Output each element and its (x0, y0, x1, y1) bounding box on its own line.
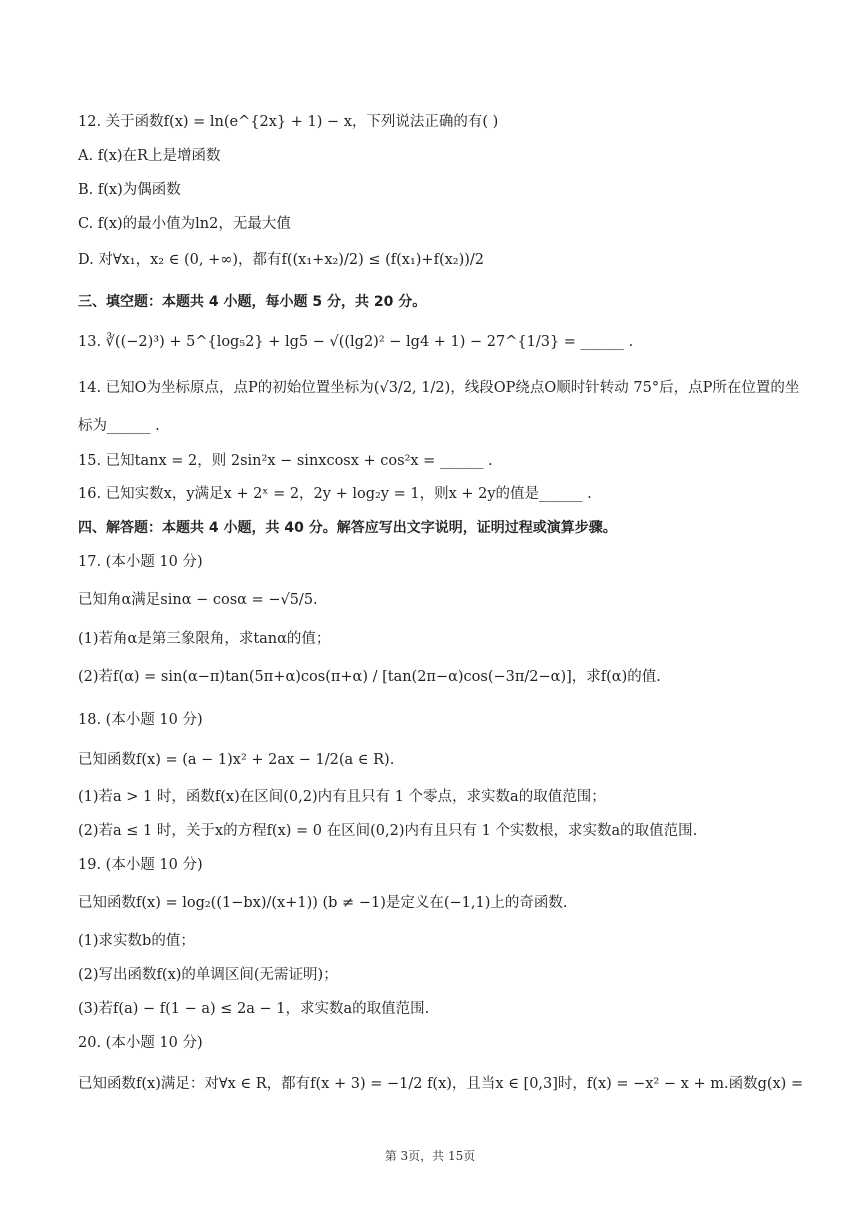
question-19-part-1: (1)求实数b的值； (78, 933, 195, 949)
question-20-given: 已知函数f(x)满足：对∀x ∈ R，都有f(x + 3) = −1/2 f(x)，且当x ∈ [0,3]时，f(x) = −x² − x + m.函数g(x) = (78, 1076, 804, 1092)
question-15: 15. 已知tanx = 2，则 2sin²x − sinxcosx + cos²x = ______ . (78, 453, 493, 469)
question-18-given: 已知函数f(x) = (a − 1)x² + 2ax − 1/2(a ∈ R). (78, 752, 395, 768)
question-18-part-1: (1)若a > 1 时，函数f(x)在区间(0,2)内有且只有 1 个零点，求实数a的取值范围； (78, 789, 606, 805)
question-17-part-1: (1)若角α是第三象限角，求tanα的值； (78, 631, 331, 647)
section-heading-solutions: 四、解答题：本题共 4 小题，共 40 分。解答应写出文字说明，证明过程或演算步骤。 (78, 520, 617, 536)
question-19-given: 已知函数f(x) = log₂((1−bx)/(x+1)) (b ≠ −1)是定义在(−1,1)上的奇函数. (78, 895, 568, 911)
question-14-line-2: 标为______ . (78, 418, 160, 434)
question-19-part-3: (3)若f(a) − f(1 − a) ≤ 2a − 1，求实数a的取值范围. (78, 1001, 430, 1017)
option-b: B. f(x)为偶函数 (78, 182, 181, 198)
question-14-line-1: 14. 已知O为坐标原点，点P的初始位置坐标为(√3/2, 1/2)，线段OP绕点O顺时针转动 75°后，点P所在位置的坐 (78, 380, 800, 396)
page-footer: 第 3页，共 15页 (384, 1149, 476, 1163)
question-18-header: 18. (本小题 10 分) (78, 712, 203, 728)
question-20-header: 20. (本小题 10 分) (78, 1035, 203, 1051)
option-a: A. f(x)在R上是增函数 (78, 148, 221, 164)
question-12-stem: 12. 关于函数f(x) = ln(e^{2x} + 1) − x，下列说法正确的有( ) (78, 114, 499, 130)
option-c: C. f(x)的最小值为ln2，无最大值 (78, 216, 291, 232)
question-17-part-2: (2)若f(α) = sin(α−π)tan(5π+α)cos(π+α) / [tan(2π−α)cos(−3π/2−α)]，求f(α)的值. (78, 669, 661, 685)
question-13: 13. ∛((−2)³) + 5^{log₅2} + lg5 − √((lg2)² − lg4 + 1) − 27^{1/3} = ______ . (78, 334, 634, 350)
question-18-part-2: (2)若a ≤ 1 时，关于x的方程f(x) = 0 在区间(0,2)内有且只有 1 个实数根，求实数a的取值范围. (78, 823, 698, 839)
section-heading-fill-in: 三、填空题：本题共 4 小题，每小题 5 分，共 20 分。 (78, 294, 427, 310)
question-17-header: 17. (本小题 10 分) (78, 554, 203, 570)
option-d: D. 对∀x₁，x₂ ∈ (0, +∞)，都有f((x₁+x₂)/2) ≤ (f(x₁)+f(x₂))/2 (78, 252, 485, 268)
question-19-part-2: (2)写出函数f(x)的单调区间(无需证明)； (78, 967, 338, 983)
question-16: 16. 已知实数x，y满足x + 2ˣ = 2，2y + log₂y = 1，则x + 2y的值是______ . (78, 486, 592, 502)
question-19-header: 19. (本小题 10 分) (78, 857, 203, 873)
question-17-given: 已知角α满足sinα − cosα = −√5/5. (78, 592, 318, 608)
